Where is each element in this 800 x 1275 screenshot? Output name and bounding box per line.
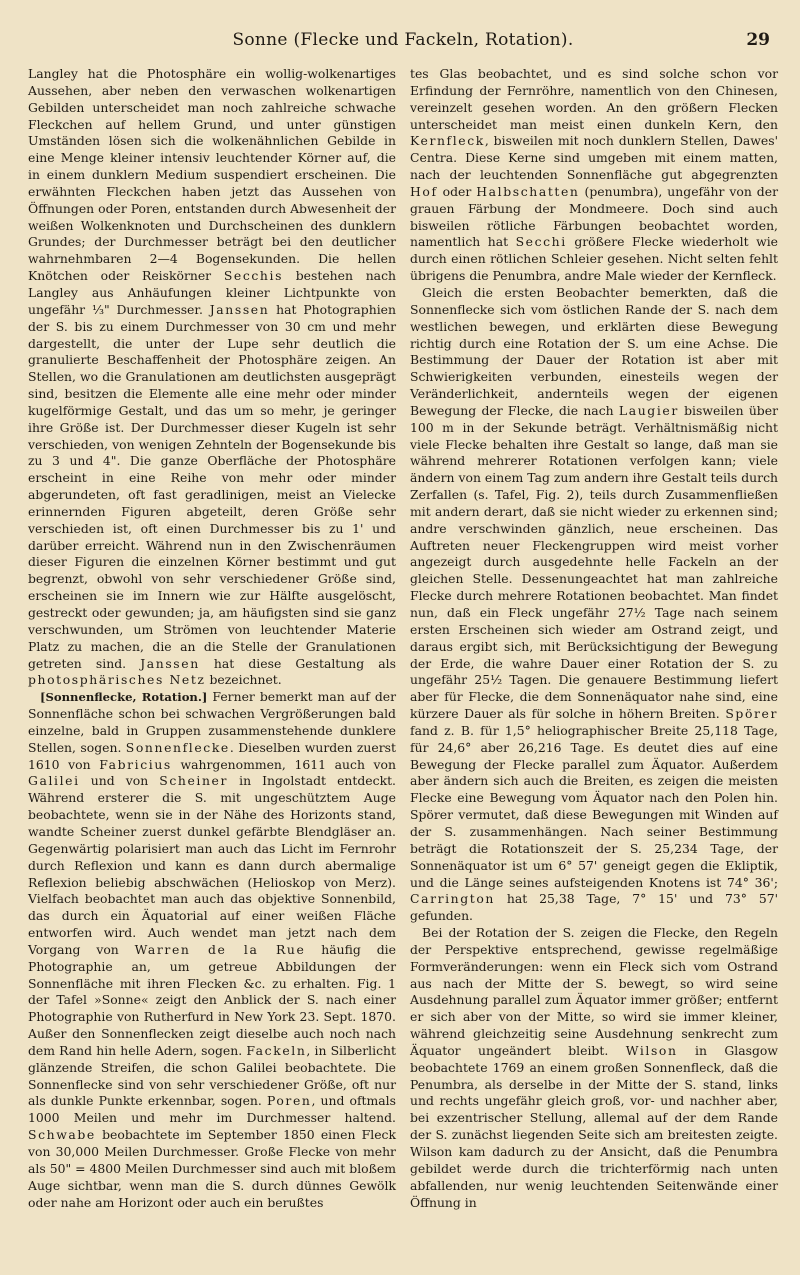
paragraph: Bei der Rotation der S. zeigen die Flecke, den Regeln der Perspektive entsprechend, gewisse regelmäßige Formveränderungen: wenn ein Fleck sich vom Ostrand aus nach der Mitte der S. bewegt, so wird seine Ausdehnung parallel zum Äquator immer größer; entfernt er sich aber von der Mitte, so wird sie immer kleiner, während gleichzeitig seine Ausdehnung senkrecht zum Äquator ungeändert bleibt. Wilson in Glasgow beobachtete 1769 an einem großen Sonnenfleck, daß die Penumbra, als derselbe in der Mitte der S. stand, links und rechts ungefähr gleich groß, vor- und nachher aber, bei exzentrischer Stellung, allemal auf der dem Rande der S. zunächst liegenden Seite sich am breitesten zeigte. Wilson kam dadurch zu der Ansicht, daß die Penumbra gebildet werde durch die trichterförmig nach unten abfallenden, nur wenig leuchtenden Seitenwände einer Öffnung in	[410, 925, 778, 1210]
page-header-title: Sonne (Flecke und Fackeln, Rotation).	[232, 30, 574, 50]
column-left	[28, 66, 396, 1211]
spaced-term: Halbschatten	[476, 183, 580, 199]
paragraph: Langley hat die Photosphäre ein wollig-wolkenartiges Aussehen, aber neben den verwaschen wolkenartigen Gebilden unterscheidet man noch zahlreiche schwache Fleckchen auf hellem Grund, und unter günstigen Umständen lösen sich die wolkenähnlichen Gebilde in eine Menge kleiner intensiv leuchtender Körner auf, die in einem dunklern Medium suspendiert erscheinen. Die erwähnten Fleckchen haben jetzt das Aussehen von Öffnungen oder Poren, entstanden durch Abwesenheit der weißen Wolkenknoten und Durchscheinen des dunklern Grundes; der Durchmesser beträgt bei den deutlicher wahrnehmbaren 2—4 Bogensekunden. Die hellen Knötchen oder Reiskörner Secchis bestehen nach Langley aus Anhäufungen kleiner Lichtpunkte von ungefähr ⅓" Durchmesser. Janssen hat Photographien der S. bis zu einem Durchmesser von 30 cm und mehr dargestellt, die unter der Lupe sehr deutlich die granulierte Beschaffenheit der Photosphäre zeigen. An Stellen, wo die Granulationen am deutlichsten ausgeprägt sind, besitzen die Elemente alle eine mehr oder minder kugelförmige Gestalt, und das um so mehr, je geringer ihre Größe ist. Der Durchmesser dieser Kugeln ist sehr verschieden, von wenigen Zehnteln der Bogensekunde bis zu 3 und 4". Die ganze Oberfläche der Photosphäre erscheint in eine Reihe von mehr oder minder abgerundeten, oft fast geradlinigen, meist an Vielecke erinnernden Figuren abgeteilt, deren Größe sehr verschieden ist, oft einen Durchmesser bis zu 1' und darüber erreicht. Während nun in den Zwischenräumen dieser Figuren die einzelnen Körner bestimmt und gut begrenzt, obwohl von sehr verschiedener Größe sind, erscheinen sie im Innern wie zur Hälfte ausgelöscht, gestreckt oder gewunden; ja, am häufigsten sind sie ganz verschwunden, um Strömen von leuchtender Materie Platz zu machen, die an die Stelle der Granulationen getreten sind. Janssen hat diese Gestaltung als photosphärisches Netz bezeichnet.	[28, 66, 396, 688]
spaced-term: Schwabe	[28, 1127, 96, 1143]
spaced-term: Fabricius	[99, 756, 172, 772]
spaced-term: Secchi	[515, 234, 567, 250]
spaced-term: Laugier	[618, 402, 679, 418]
running-head	[28, 30, 778, 60]
paragraph: tes Glas beobachtet, und es sind solche schon vor Erfindung der Fernröhre, namentlich von den Chinesen, vereinzelt gesehen worden. An den größern Flecken unterscheidet man meist einen dunkeln Kern, den Kernfleck, bisweilen mit noch dunklern Stellen, Dawes' Centra. Diese Kerne sind umgeben mit einem matten, nach der leuchtenden Sonnenfläche gut abgegrenzten Hof oder Halbschatten (penumbra), ungefähr von der grauen Färbung der Mondmeere. Doch sind auch bisweilen rötliche Färbungen beobachtet worden, namentlich hat Secchi größere Flecke wiederholt wie durch einen rötlichen Schleier gesehen. Nicht selten fehlt übrigens die Penumbra, andre Male wieder der Kernfleck.	[410, 66, 778, 284]
spaced-term: photosphärisches Netz	[28, 672, 206, 688]
spaced-term: Fackeln	[246, 1042, 307, 1058]
spaced-term: Poren	[266, 1093, 312, 1109]
spaced-term: Sonnenflecke	[125, 739, 230, 755]
spaced-term: Secchis	[223, 268, 284, 284]
spaced-term: Kernfleck	[410, 133, 485, 149]
spaced-term: Janssen	[140, 655, 200, 671]
text-columns	[28, 66, 778, 1211]
spaced-term: Carrington	[410, 891, 496, 907]
spaced-term: Warren de la Rue	[134, 941, 306, 957]
spaced-term: Wilson	[625, 1042, 678, 1058]
paragraph: [Sonnenflecke, Rotation.] Ferner bemerkt man auf der Sonnenfläche schon bei schwachen Vergrößerungen bald einzelne, bald in Gruppen zusammenstehende dunklere Stellen, sogen. Sonnenflecke. Dieselben wurden zuerst 1610 von Fabricius wahrgenommen, 1611 auch von Galilei und von Scheiner in Ingolstadt entdeckt. Während ersterer die S. mit ungeschütztem Auge beobachtete, wenn sie in der Nähe des Horizonts stand, wandte Scheiner zuerst dunkel gefärbte Blendgläser an. Gegenwärtig polarisiert man auch das Licht im Fernrohr durch Reflexion und kann es dann durch abermalige Reflexion beliebig abschwächen (Helioskop von Merz). Vielfach beobachtet man auch das objektive Sonnenbild, das durch ein Äquatorial auf einer weißen Fläche entworfen wird. Auch wendet man jetzt nach dem Vorgang von Warren de la Rue häufig die Photographie an, um getreue Abbildungen der Sonnenfläche mit ihren Flecken &c. zu erhalten. Fig. 1 der Tafel »Sonne« zeigt den Anblick der S. nach einer Photographie von Rutherfurd in New York 23. Sept. 1870. Außer den Sonnenflecken zeigt dieselbe auch noch nach dem Rand hin helle Adern, sogen. Fackeln, in Silberlicht glänzende Streifen, die schon Galilei beobachtete. Die Sonnenflecke sind von sehr verschiedener Größe, oft nur als dunkle Punkte erkennbar, sogen. Poren, und oftmals 1000 Meilen und mehr im Durchmesser haltend. Schwabe beobachtete im September 1850 einen Fleck von 30,000 Meilen Durchmesser. Große Flecke von mehr als 50" = 4800 Meilen Durchmesser sind auch mit bloßem Auge sichtbar, wenn man die S. durch dünnes Gewölk oder nahe am Horizont oder auch ein berußtes	[28, 689, 397, 1210]
spaced-term: Scheiner	[159, 773, 229, 789]
spaced-term: Hof	[410, 183, 438, 199]
column-right	[410, 66, 778, 1211]
page-number: 29	[746, 30, 770, 50]
spaced-term: Janssen	[209, 301, 270, 317]
spaced-term: Spörer	[725, 706, 778, 722]
section-heading: [Sonnenflecke, Rotation.]	[40, 690, 208, 705]
paragraph: Gleich die ersten Beobachter bemerkten, daß die Sonnenflecke sich vom östlichen Rande der S. nach dem westlichen bewegen, und erklärten diese Bewegung richtig durch eine Rotation der S. um eine Achse. Die Bestimmung der Dauer der Rotation ist aber mit Schwierigkeiten verbunden, einesteils wegen der Veränderlichkeit, anderntеils wegen der eigenen Bewegung der Flecke, die nach Laugier bisweilen über 100 m in der Sekunde beträgt. Verhältnismäßig nicht viele Flecke behalten ihre Gestalt so lange, daß man sie während mehrerer Rotationen verfolgen kann; viele ändern von einem Tag zum andern ihre Gestalt teils durch Zerfallen (s. Tafel, Fig. 2), teils durch Zusammenfließen mit andern derart, daß sie nicht wieder zu erkennen sind; andre verschwinden gänzlich, neue erscheinen. Das Auftreten neuer Fleckengruppen wird meist vorher angezeigt durch ausgedehnte helle Fackeln an der gleichen Stelle. Dessenungeachtet hat man zahlreiche Flecke durch mehrere Rotationen beobachtet. Man findet nun, daß ein Fleck ungefähr 27½ Tage nach seinem ersten Erscheinen sich wieder am Ostrand zeigt, und daraus ergibt sich, mit Berücksichtigung der Bewegung der Erde, die wahre Dauer einer Rotation der S. zu ungefähr 25½ Tagen. Die genauere Bestimmung liefert aber für Flecke, die dem Sonnenäquator nahe sind, eine kürzere Dauer als für solche in höhern Breiten. Spörer fand z. B. für 1,5° heliographischer Breite 25,118 Tage, für 24,6° aber 26,216 Tage. Es deutet dies auf eine Bewegung der Flecke parallel zum Äquator. Außerdem aber ändern sich auch die Breiten, es zeigen die meisten Flecke eine Bewegung vom Äquator nach den Polen hin. Spörer vermutet, daß diese Bewegungen mit Winden auf der S. zusammenhängen. Nach seiner Bestimmung beträgt die Rotationszeit der S. 25,234 Tage, der Sonnenäquator ist um 6° 57' geneigt gegen die Ekliptik, und die Länge seines aufsteigenden Knotens ist 74° 36'; Carrington hat 25,38 Tage, 7° 15' und 73° 57' gefunden.	[410, 284, 778, 924]
spaced-term: Galilei	[28, 773, 80, 789]
